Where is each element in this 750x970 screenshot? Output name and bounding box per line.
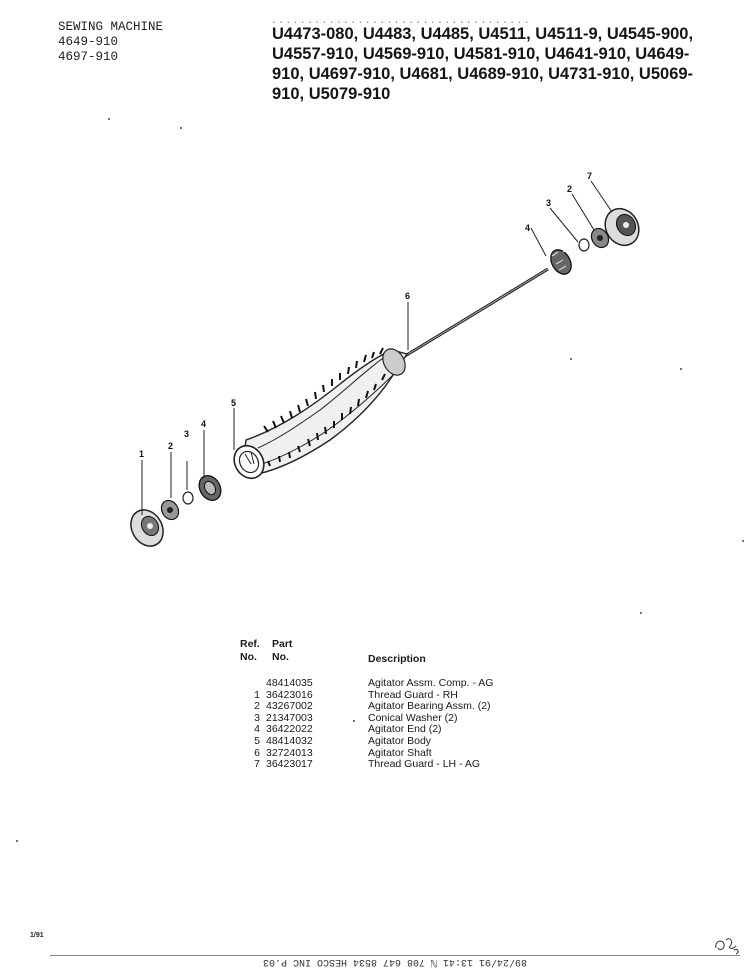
model-line: 910, U4697-910, U4681, U4689-910, U4731-910, U5069-	[272, 65, 694, 83]
ref-number: 3	[254, 711, 260, 724]
description-header: Description	[368, 653, 426, 665]
table-row	[238, 736, 658, 748]
part-number: 48414035	[266, 677, 313, 689]
bearing-part-left	[158, 497, 182, 522]
part-number: 32724013	[266, 746, 313, 759]
agitator-shaft-part	[405, 269, 548, 356]
part-number: 36422022	[266, 723, 313, 736]
doc-title: SEWING MACHINE	[58, 20, 164, 34]
part-no-header	[272, 638, 312, 664]
callout-label: 3	[546, 198, 552, 208]
ref-number: 1	[254, 688, 260, 701]
parts-list-table	[238, 638, 658, 771]
agitator-end-part-left	[195, 472, 225, 505]
scan-speck	[180, 127, 182, 129]
ref-number: 5	[254, 734, 260, 747]
header-text: Part	[272, 638, 293, 650]
ref-number: 2	[254, 700, 260, 713]
part-description: Agitator Assm. Comp. - AG	[368, 677, 494, 689]
ref-no-header	[240, 638, 270, 664]
scan-speck	[640, 612, 642, 614]
part-description: Conical Washer (2)	[368, 711, 458, 724]
part-number: 36423017	[266, 758, 313, 771]
fax-header-text: 89/24/91 13:41 ℕ 708 647 8534 HESCO INC P.03	[262, 956, 528, 967]
model-code: 4649-910	[58, 35, 119, 49]
callout-label: 1	[139, 449, 145, 459]
ref-number: 6	[254, 746, 260, 759]
callout-label: 3	[184, 429, 190, 439]
callout-label: 2	[567, 184, 573, 194]
ref-number: 4	[254, 723, 260, 736]
part-number: 43267002	[266, 700, 313, 713]
part-description: Agitator Bearing Assm. (2)	[368, 700, 491, 713]
parts-table-header	[238, 638, 658, 674]
agitator-end-part-right	[547, 246, 576, 278]
handwritten-mark	[712, 934, 744, 958]
part-description: Agitator Body	[368, 734, 432, 747]
model-line: U4473-080, U4483, U4485, U4511, U4511-9, U4545-900,	[272, 25, 694, 43]
callout-label: 4	[201, 419, 207, 429]
model-line: 910, U5079-910	[272, 85, 391, 103]
washer-part-right	[579, 239, 589, 251]
part-description: Agitator End (2)	[368, 723, 442, 736]
callout-label: 6	[405, 291, 411, 301]
leader-lines	[142, 181, 612, 515]
part-number: 48414032	[266, 734, 313, 747]
scan-speck	[680, 368, 682, 370]
table-row	[238, 759, 658, 771]
cropped-line: . . . . . . . . . . . . . . . . . . . . . . . . . . . . . . . . . . . .	[272, 14, 529, 24]
callout-label: 2	[168, 441, 174, 451]
scan-speck	[16, 840, 18, 842]
callout-label: 7	[587, 171, 593, 181]
header-text: No.	[240, 651, 257, 663]
part-number: 36423016	[266, 688, 313, 701]
scan-speck	[742, 540, 744, 542]
header-text: No.	[272, 651, 289, 663]
callout-label: 4	[525, 223, 531, 233]
header-text: Ref.	[240, 638, 260, 650]
part-description: Agitator Shaft	[368, 746, 432, 759]
agitator-body-part	[228, 345, 409, 484]
page-mark: 1/91	[30, 932, 44, 939]
model-line: U4557-910, U4569-910, U4581-910, U4641-910, U4649-	[272, 45, 690, 63]
washer-part-left	[183, 492, 193, 504]
table-row	[238, 678, 658, 690]
scan-speck	[108, 118, 110, 120]
part-number: 21347003	[266, 711, 313, 724]
part-description: Thread Guard - LH - AG	[368, 758, 481, 771]
fax-header-line	[50, 955, 740, 970]
ref-number: 7	[254, 758, 260, 771]
model-code: 4697-910	[58, 50, 119, 64]
part-description: Thread Guard - RH	[368, 688, 458, 701]
scan-speck	[570, 358, 572, 360]
callout-label: 5	[231, 398, 237, 408]
